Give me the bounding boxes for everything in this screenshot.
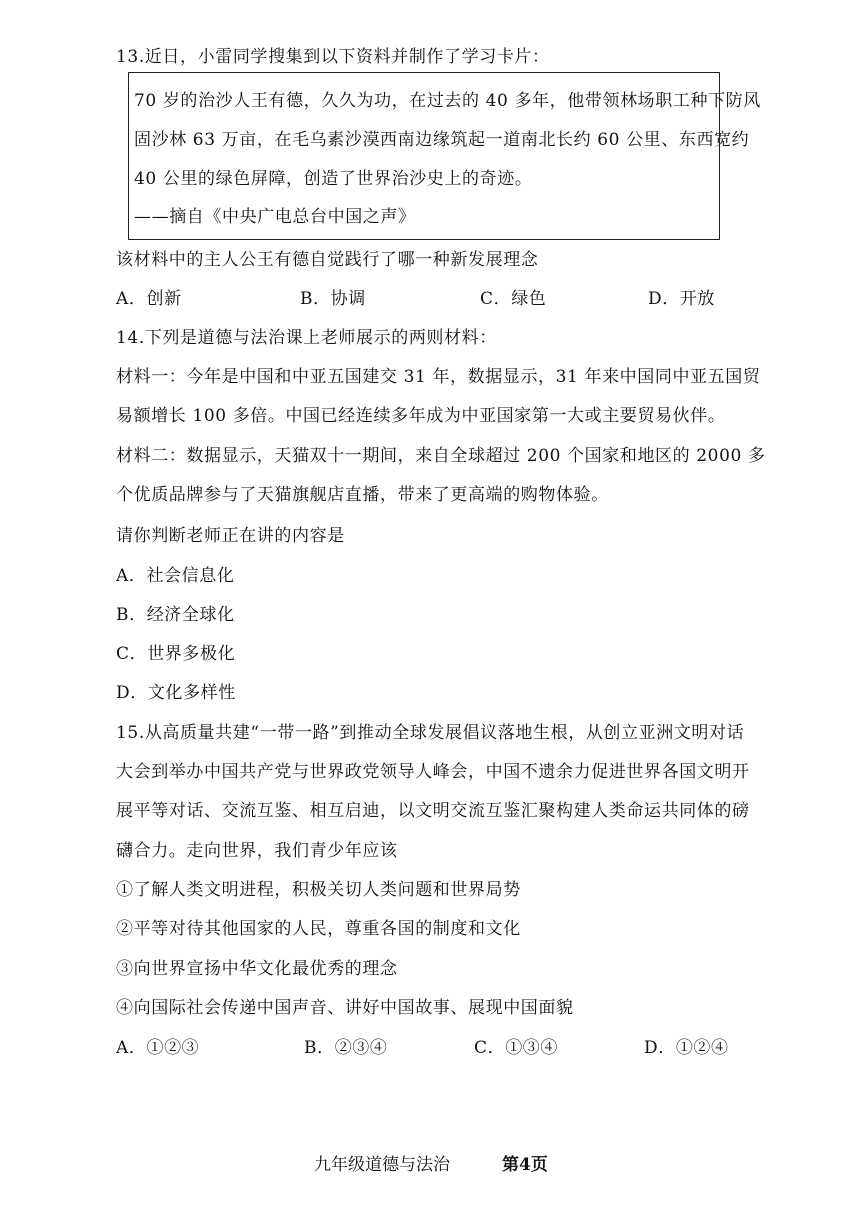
- q13-option-d: D．开放: [648, 289, 716, 309]
- q15-option-a: A．①②③: [116, 1038, 200, 1058]
- q14-material2-line-1: 材料二：数据显示，天猫双十一期间，来自全球超过 200 个国家和地区的 2000 多: [116, 446, 766, 466]
- q13-stem: 13.近日，小雷同学搜集到以下资料并制作了学习卡片：: [116, 47, 550, 67]
- q14-option-a: A．社会信息化: [116, 566, 235, 586]
- q15-statement-4: ④向国际社会传递中国声音、讲好中国故事、展现中国面貌: [116, 998, 574, 1018]
- study-card: [128, 72, 761, 240]
- q14-material1-line-1: 材料一：今年是中国和中亚五国建交 31 年，数据显示，31 年来中国同中亚五国贸: [116, 367, 761, 387]
- footer-subject: 九年级道德与法治: [314, 1155, 450, 1175]
- q15-option-d: D．①②④: [644, 1038, 729, 1058]
- card-line-2: 固沙林 63 万亩，在毛乌素沙漠西南边缘筑起一道南北长约 60 公里、东西宽约: [134, 130, 750, 150]
- q15-option-b: B．②③④: [304, 1038, 388, 1058]
- q15-stem-line-3: 展平等对话、交流互鉴、相互启迪，以文明交流互鉴汇聚构建人类命运共同体的磅: [116, 801, 750, 821]
- q14-stem: 14.下列是道德与法治课上老师展示的两则材料：: [116, 328, 497, 348]
- q15-statement-3: ③向世界宣扬中华文化最优秀的理念: [116, 959, 398, 979]
- q13-option-c: C．绿色: [480, 289, 547, 309]
- q14-option-d: D．文化多样性: [116, 683, 236, 703]
- q13-option-b: B．协调: [300, 289, 366, 309]
- q14-material2-line-2: 个优质品牌参与了天猫旗舰店直播，带来了更高端的购物体验。: [116, 485, 609, 505]
- q15-statement-1: ①了解人类文明进程，积极关切人类问题和世界局势: [116, 880, 521, 900]
- q14-option-b: B．经济全球化: [116, 605, 235, 625]
- footer-page-number: 第4页: [502, 1155, 548, 1175]
- card-line-3: 40 公里的绿色屏障，创造了世界治沙史上的奇迹。: [134, 169, 533, 189]
- q13-option-a: A．创新: [116, 289, 182, 309]
- card-line-1: 70 岁的治沙人王有德，久久为功，在过去的 40 多年，他带领林场职工种下防风: [134, 91, 761, 111]
- q15-stem-line-4: 礴合力。走向世界，我们青少年应该: [116, 841, 398, 861]
- q15-option-c: C．①③④: [474, 1038, 559, 1058]
- q15-stem-line-1: 15.从高质量共建“一带一路”到推动全球发展倡议落地生根，从创立亚洲文明对话: [116, 723, 745, 743]
- q15-statement-2: ②平等对待其他国家的人民，尊重各国的制度和文化: [116, 919, 521, 939]
- q15-stem-line-2: 大会到举办中国共产党与世界政党领导人峰会，中国不遗余力促进世界各国文明开: [116, 762, 750, 782]
- q14-option-c: C．世界多极化: [116, 644, 236, 664]
- q14-material1-line-2: 易额增长 100 多倍。中国已经连续多年成为中亚国家第一大或主要贸易伙伴。: [116, 406, 726, 426]
- q13-question: 该材料中的主人公王有德自觉践行了哪一种新发展理念: [116, 250, 539, 270]
- q14-question: 请你判断老师正在讲的内容是: [116, 526, 345, 546]
- card-source: ——摘自《中央广电总台中国之声》: [134, 207, 416, 227]
